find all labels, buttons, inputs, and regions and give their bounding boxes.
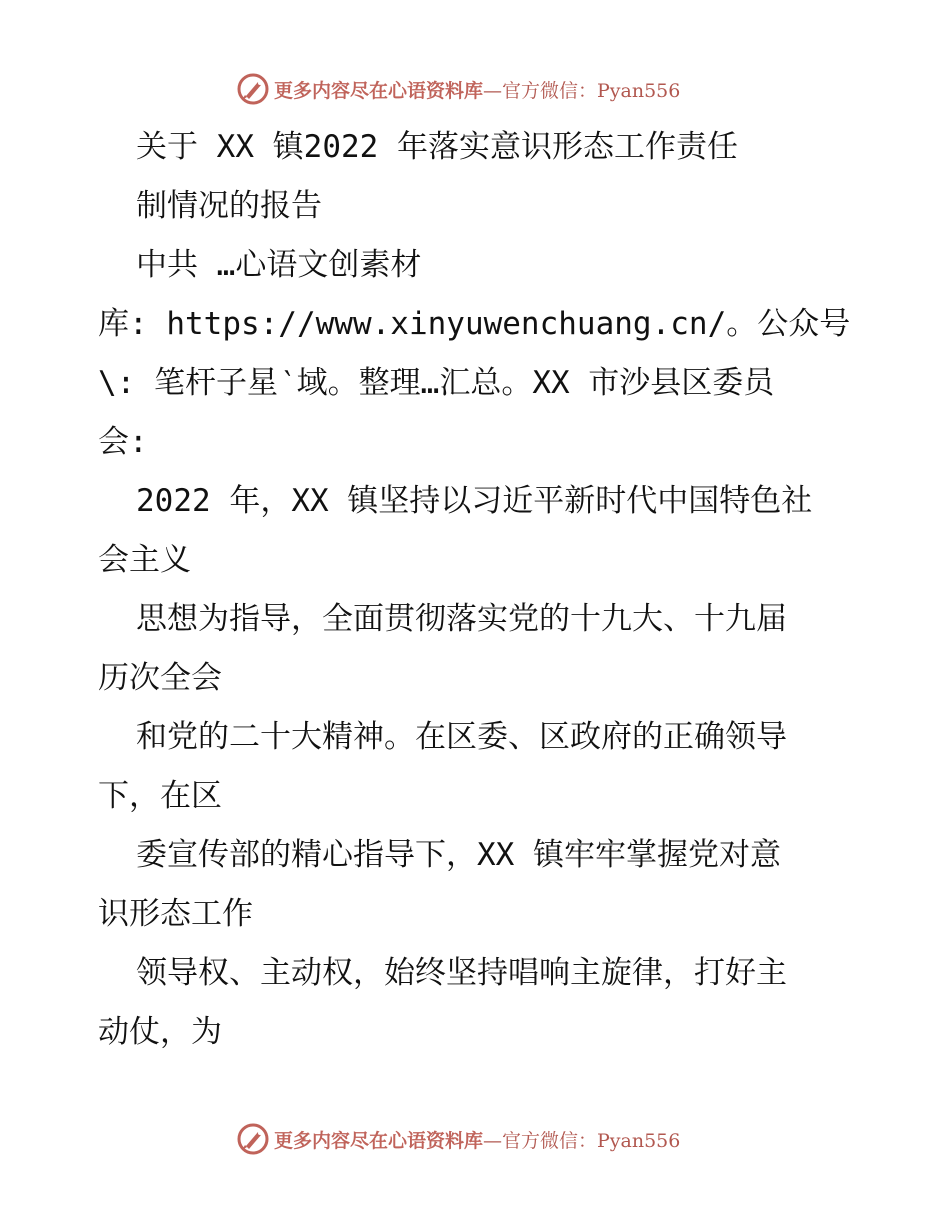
body-line: 2022 年，XX 镇坚持以习近平新时代中国特色社	[136, 483, 813, 519]
banner-contact-text: —官方微信：Pyan556	[483, 1129, 681, 1152]
body-line: 委宣传部的精心指导下，XX 镇牢牢掌握党对意	[136, 837, 781, 873]
body-line: 动仗，为	[98, 1014, 222, 1050]
footer-banner	[236, 1122, 680, 1156]
body-line: 会主义	[98, 542, 191, 578]
title-line-2: 制情况的报告	[136, 188, 322, 224]
body-line: 中共 …心语文创素材	[136, 247, 422, 283]
body-line: 领导权、主动权，始终坚持唱响主旋律，打好主	[136, 955, 787, 991]
body-line: 历次全会	[98, 660, 222, 696]
banner-main-text: 更多内容尽在心语资料库	[274, 1129, 484, 1152]
body-line: 会:	[98, 424, 148, 460]
banner-contact-text: —官方微信：Pyan556	[483, 79, 681, 102]
body-line: 识形态工作	[98, 896, 253, 932]
body-line: 思想为指导，全面贯彻落实党的十九大、十九届	[136, 601, 787, 637]
body-line: \: 笔杆子星‵域。整理…汇总。XX 市沙县区委员	[98, 365, 775, 401]
body-line: 库: https://www.xinyuwenchuang.cn/。公众号	[98, 306, 851, 342]
banner-main-text: 更多内容尽在心语资料库	[274, 79, 484, 102]
pen-nib-logo-icon	[236, 1122, 270, 1156]
body-line: 下，在区	[98, 778, 222, 814]
pen-nib-logo-icon	[236, 72, 270, 106]
body-line: 和党的二十大精神。在区委、区政府的正确领导	[136, 719, 787, 755]
title-line-1: 关于 XX 镇2022 年落实意识形态工作责任	[136, 129, 738, 165]
header-banner	[236, 72, 680, 106]
document-body	[98, 118, 858, 1062]
